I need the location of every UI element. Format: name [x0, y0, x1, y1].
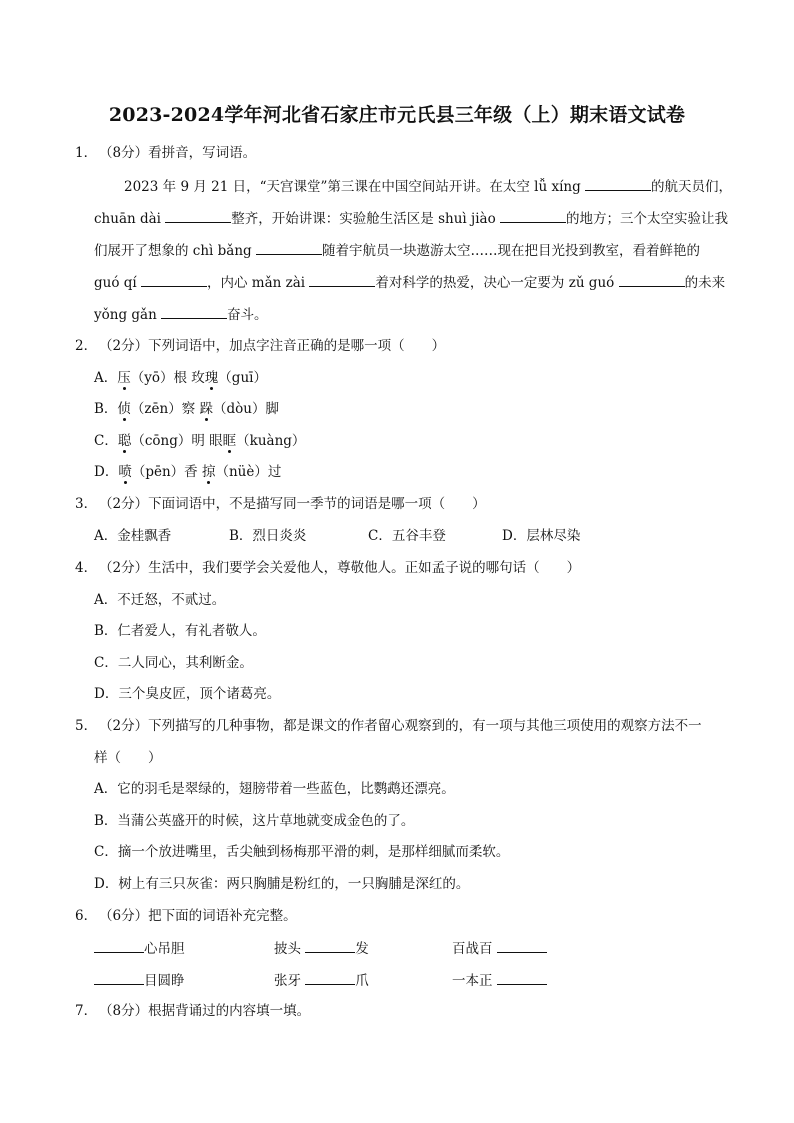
- answer-blank[interactable]: [161, 304, 227, 319]
- question-5-option-c[interactable]: C．摘一个放进嘴里，舌尖触到杨梅那平滑的刺，是那样细腻而柔软。: [94, 844, 510, 860]
- idiom-4: 目圆睁: [94, 970, 185, 991]
- page-title: 2023-2024学年河北省石家庄市元氏县三年级（上）期末语文试卷: [108, 104, 686, 126]
- question-3-stem: 3． （2分）下面词语中，不是描写同一季节的词语是哪一项（ ）: [75, 496, 486, 512]
- question-5-option-b[interactable]: B．当蒲公英盛开的时候，这片草地就变成金色的了。: [94, 813, 415, 829]
- question-2-stem: 2． （2分）下列词语中，加点字注音正确的是哪一项（ ）: [75, 338, 446, 354]
- question-2-option-a[interactable]: A．压（yō）根 玫瑰（guī）: [94, 370, 267, 386]
- question-1-line-5: yǒng gǎn 奋斗。: [94, 304, 268, 325]
- idiom-2: 披头 发: [274, 938, 369, 959]
- question-1-stem: 1． （8分）看拼音，写词语。: [75, 145, 257, 161]
- answer-blank[interactable]: [500, 208, 566, 223]
- question-3-option-c[interactable]: C．五谷丰登: [368, 528, 446, 544]
- question-2-option-b[interactable]: B．侦（zēn）察 跺（dòu）脚: [94, 401, 279, 417]
- question-1-line-4: guó qí ，内心 mǎn zài 着对科学的热爱，决心一定要为 zǔ guó 的未来: [94, 272, 725, 293]
- question-5-option-a[interactable]: A．它的羽毛是翠绿的，翅膀带着一些蓝色，比鹦鹉还漂亮。: [94, 781, 455, 797]
- answer-blank[interactable]: [256, 240, 322, 255]
- question-7-stem: 7． （8分）根据背诵过的内容填一填。: [75, 1003, 311, 1019]
- question-4-option-a[interactable]: A．不迁怒，不贰过。: [94, 592, 226, 608]
- question-2-option-d[interactable]: D．喷（pēn）香 掠（nüè）过: [94, 464, 282, 480]
- question-4-option-d[interactable]: D．三个臭皮匠，顶个诸葛亮。: [94, 686, 281, 702]
- answer-blank[interactable]: [141, 272, 207, 287]
- idiom-1: 心吊胆: [94, 938, 185, 959]
- answer-blank[interactable]: [94, 938, 144, 953]
- question-3-option-d[interactable]: D．层林尽染: [502, 528, 581, 544]
- answer-blank[interactable]: [497, 970, 547, 985]
- question-3-option-a[interactable]: A．金桂飘香: [94, 528, 172, 544]
- idiom-3: 百战百: [452, 938, 547, 959]
- question-5-stem-cont: 样（ ）: [94, 750, 162, 766]
- question-1-line-3: 们展开了想象的 chì bǎng 随着宇航员一块遨游太空……现在把目光投到教室，看着鲜艳的: [94, 240, 700, 261]
- question-6-stem: 6． （6分）把下面的词语补充完整。: [75, 908, 297, 924]
- answer-blank[interactable]: [309, 272, 375, 287]
- answer-blank[interactable]: [305, 938, 355, 953]
- answer-blank[interactable]: [94, 970, 144, 985]
- question-1-line-2: chuān dài 整齐，开始讲课：实验舱生活区是 shuì jiào 的地方；三个太空实验让我: [94, 208, 728, 229]
- idiom-6: 一本正: [452, 970, 547, 991]
- answer-blank[interactable]: [165, 208, 231, 223]
- question-3-option-b[interactable]: B．烈日炎炎: [229, 528, 307, 544]
- question-5-option-d[interactable]: D．树上有三只灰雀：两只胸脯是粉红的，一只胸脯是深红的。: [94, 876, 470, 892]
- question-1-line-1: 2023 年 9 月 21 日，“天宫课堂”第三课在中国空间站开讲。在太空 lǚ xíng 的航天员们，: [124, 176, 732, 197]
- question-4-option-b[interactable]: B．仁者爱人，有礼者敬人。: [94, 623, 266, 639]
- answer-blank[interactable]: [619, 272, 685, 287]
- idiom-5: 张牙 爪: [274, 970, 369, 991]
- answer-blank[interactable]: [497, 938, 547, 953]
- answer-blank[interactable]: [585, 176, 651, 191]
- answer-blank[interactable]: [305, 970, 355, 985]
- question-5-stem: 5． （2分）下列描写的几种事物，都是课文的作者留心观察到的，有一项与其他三项使用的观察方法不一: [75, 718, 702, 734]
- question-4-option-c[interactable]: C．二人同心，其利断金。: [94, 655, 253, 671]
- question-2-option-c[interactable]: C．聪（cōng）明 眼眶（kuàng）: [94, 433, 306, 449]
- question-4-stem: 4． （2分）生活中，我们要学会关爱他人，尊敬他人。正如孟子说的哪句话（ ）: [75, 560, 581, 576]
